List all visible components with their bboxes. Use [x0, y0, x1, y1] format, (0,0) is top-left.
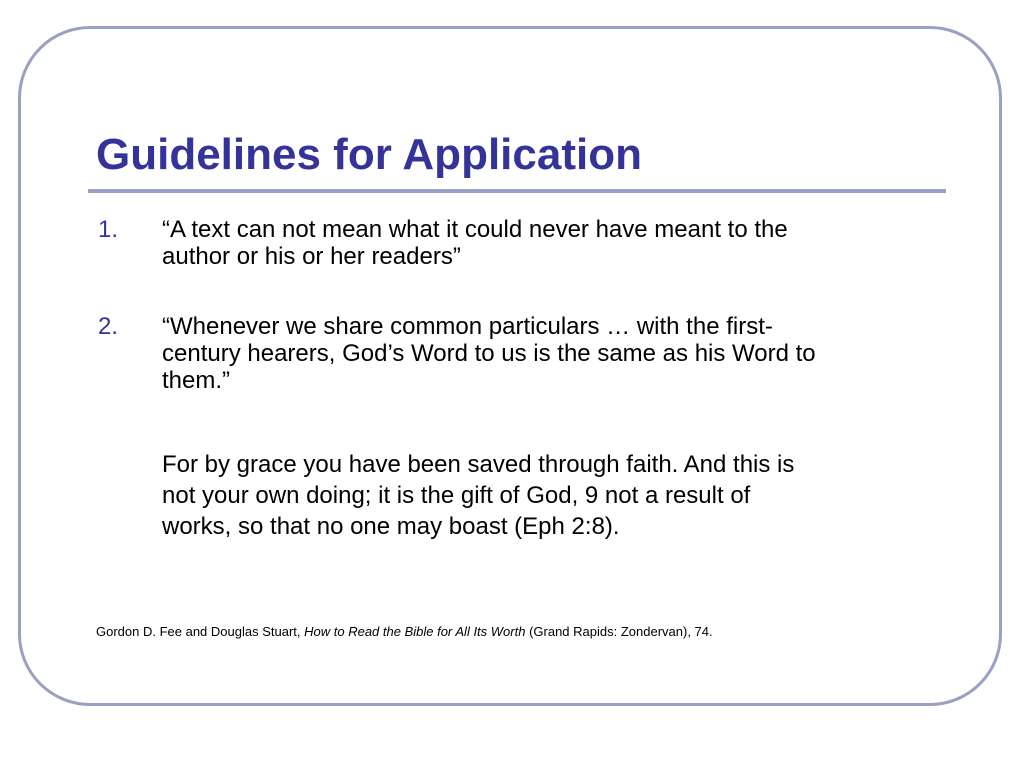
citation-book-title: How to Read the Bible for All Its Worth [304, 624, 526, 639]
citation [96, 624, 713, 640]
item-text-line: “A text can not mean what it could never have meant to the [162, 216, 788, 243]
citation-publisher: (Grand Rapids: Zondervan), 74. [525, 624, 713, 639]
quote-line: For by grace you have been saved through faith. And this is [162, 451, 795, 478]
item-text-line: author or his or her readers” [162, 243, 461, 270]
citation-authors: Gordon D. Fee and Douglas Stuart, [96, 624, 305, 639]
quote-line: not your own doing; it is the gift of God, 9 not a result of [162, 482, 751, 509]
item-text-line: “Whenever we share common particulars … with the first- [162, 313, 773, 340]
item-number: 2. [98, 313, 119, 340]
quote-line: works, so that no one may boast (Eph 2:8). [162, 513, 620, 540]
scripture-quote [162, 449, 952, 542]
item-number: 1. [98, 216, 119, 243]
item-text [162, 216, 952, 270]
title-divider [88, 189, 946, 193]
item-text-line: them.” [162, 367, 231, 394]
item-text-line: century hearers, God’s Word to us is the same as his Word to [162, 340, 816, 367]
slide-title: Guidelines for Application [96, 130, 642, 179]
item-text [162, 313, 952, 394]
